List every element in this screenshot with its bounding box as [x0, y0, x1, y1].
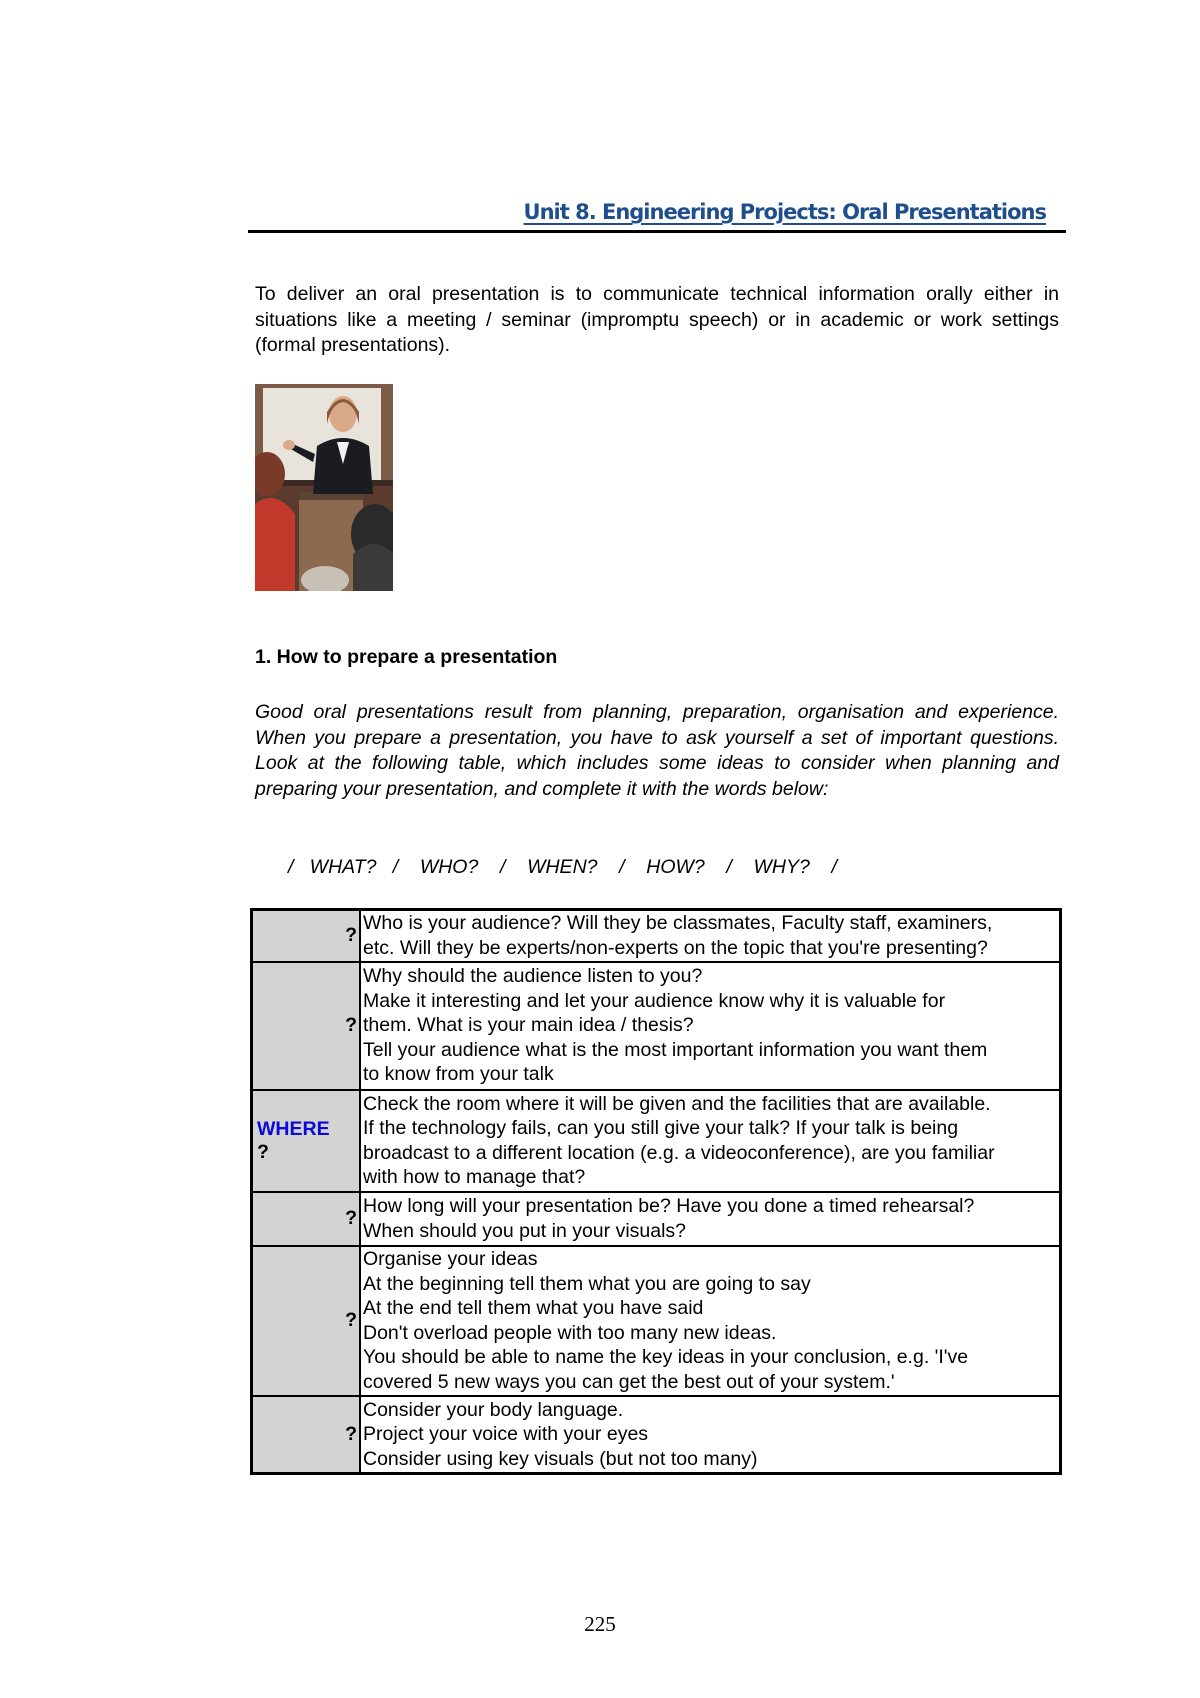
answer-line: to know from your talk	[363, 1063, 554, 1086]
presenter-image-icon	[255, 384, 393, 591]
table-row	[252, 1246, 1061, 1396]
answer-line: At the end tell them what you have said	[363, 1297, 704, 1319]
question-cell[interactable]: ?	[252, 910, 361, 962]
answer-line: Make it interesting and let your audience know why it is valuable for	[363, 989, 946, 1012]
instructions-paragraph: Good oral presentations result from planning, preparation, organisation and experience. When you prepare a presentation, you have to ask yourself a set of important questions. Look at the following table, which includes some ideas to consider when planning and preparing your presentation, and complete it with the words below:	[255, 701, 1059, 800]
question-cell-where	[252, 1090, 361, 1192]
table-row	[252, 1396, 1061, 1474]
answer-line: Check the room where it will be given and the facilities that are available.	[363, 1092, 991, 1115]
answer-line: When should you put in your visuals?	[363, 1219, 687, 1242]
answer-line: them. What is your main idea / thesis?	[363, 1014, 694, 1037]
page-number: 225	[584, 1612, 616, 1636]
answer-line: etc. Will they be experts/non-experts on the topic that you're presenting?	[363, 936, 988, 959]
question-cell[interactable]: ?	[252, 1396, 361, 1474]
answer-line: Tell your audience what is the most important information you want them	[363, 1038, 988, 1061]
answer-line: covered 5 new ways you can get the best out of your system.'	[363, 1370, 895, 1393]
answer-cell	[360, 1192, 1061, 1246]
answer-line: If the technology fails, can you still give your talk? If your talk is being	[363, 1117, 959, 1139]
answer-line: Why should the audience listen to you?	[363, 965, 703, 988]
answer-line: At the beginning tell them what you are going to say	[363, 1272, 811, 1295]
answer-line: Consider your body language.	[363, 1398, 624, 1421]
intro-paragraph: To deliver an oral presentation is to communicate technical information orally either in situations like a meeting / seminar (impromptu speech) or in academic or work settings (formal presentations).	[255, 283, 1059, 356]
answer-line: broadcast to a different location (e.g. a videoconference), are you familiar	[363, 1141, 995, 1164]
answer-line: Who is your audience? Will they be classmates, Faculty staff, examiners,	[363, 912, 993, 935]
word-list: / WHAT? / WHO? / WHEN? / HOW? / WHY? /	[288, 856, 837, 878]
table-row	[252, 910, 1061, 962]
page-header	[248, 200, 1066, 233]
presenter-photo	[255, 384, 393, 591]
table-row	[252, 962, 1061, 1090]
question-cell[interactable]: ?	[252, 1246, 361, 1396]
answer-cell	[360, 1396, 1061, 1474]
answer-line: Consider using key visuals (but not too many)	[363, 1447, 758, 1470]
question-cell[interactable]: ?	[252, 962, 361, 1090]
table-row	[252, 1090, 1061, 1192]
section-heading: 1. How to prepare a presentation	[255, 646, 558, 668]
where-label: WHERE	[257, 1117, 330, 1140]
unit-title: Unit 8. Engineering Projects: Oral Presentations	[523, 200, 1046, 224]
answer-line: How long will your presentation be? Have you done a timed rehearsal?	[363, 1195, 975, 1217]
table-row	[252, 1192, 1061, 1246]
answer-cell	[360, 962, 1061, 1090]
answer-line: You should be able to name the key ideas in your conclusion, e.g. 'I've	[363, 1346, 969, 1368]
answer-cell	[360, 910, 1061, 962]
answer-line: Project your voice with your eyes	[363, 1423, 649, 1445]
question-mark: ?	[257, 1140, 269, 1163]
answer-line: with how to manage that?	[363, 1166, 586, 1188]
answer-cell	[360, 1246, 1061, 1396]
answer-line: Don't overload people with too many new ideas.	[363, 1321, 777, 1344]
question-cell[interactable]: ?	[252, 1192, 361, 1246]
answer-cell	[360, 1090, 1061, 1192]
questions-table	[250, 908, 1062, 1475]
answer-line: Organise your ideas	[363, 1248, 538, 1270]
